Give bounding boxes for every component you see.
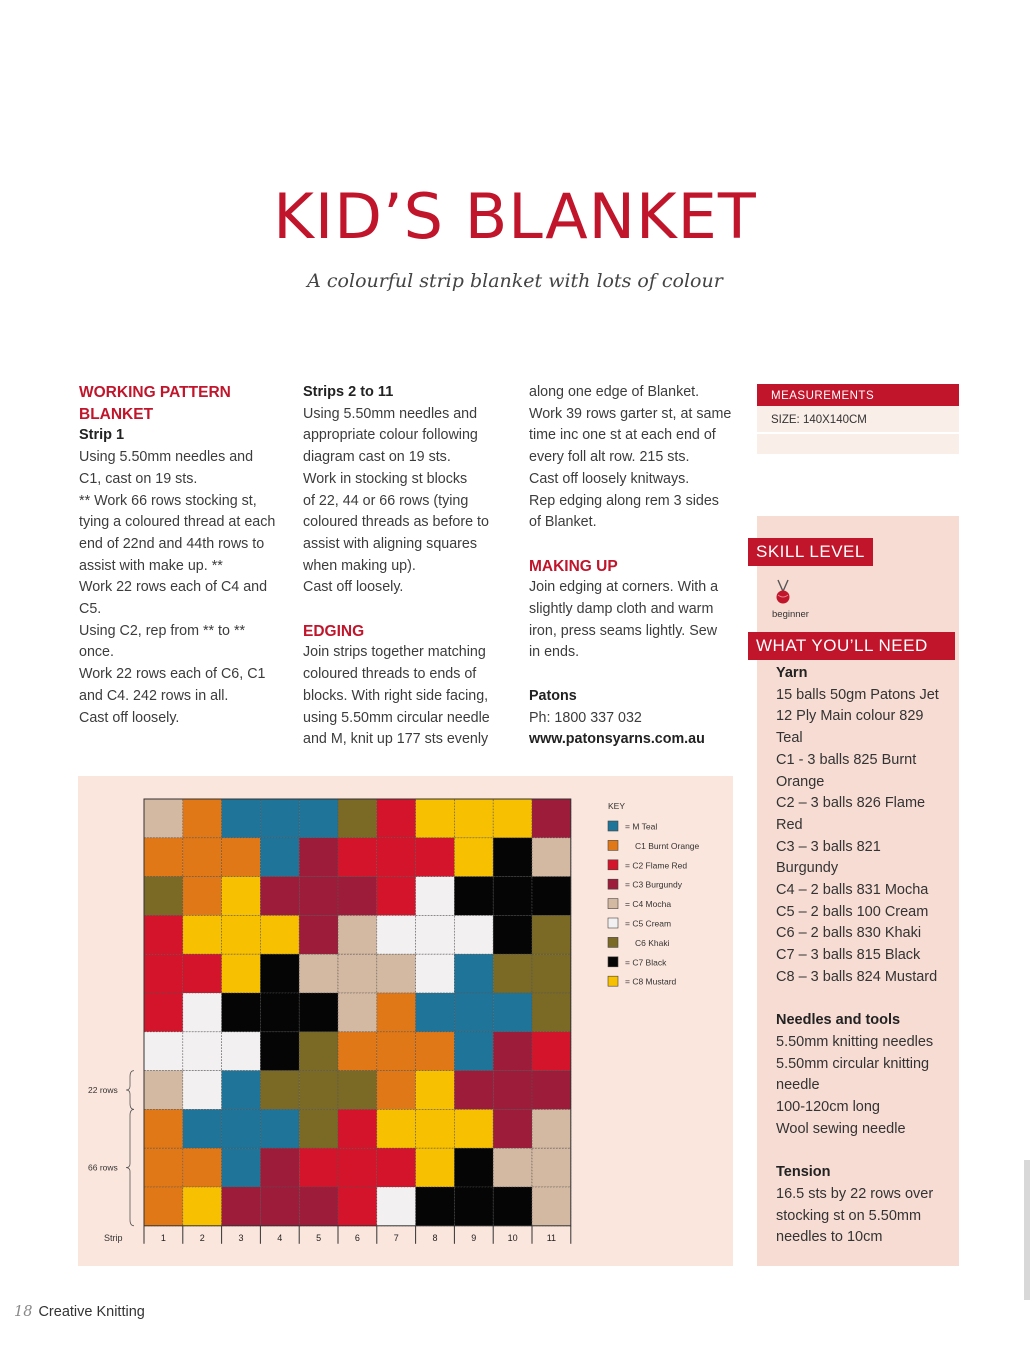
- text-line: tying a coloured thread at each: [79, 514, 276, 531]
- text-line: along one edge of Blanket.: [529, 384, 700, 400]
- text-line: ** Work 66 rows stocking st,: [79, 492, 257, 509]
- grid-cell: [454, 1032, 493, 1071]
- grid-cell: [260, 993, 299, 1032]
- grid-cell: [299, 1071, 338, 1110]
- text-line: slightly damp cloth and warm: [529, 601, 714, 618]
- grid-cell: [493, 1187, 532, 1226]
- text-line: stocking st on 5.50mm: [776, 1207, 922, 1224]
- grid-cell: [183, 877, 222, 916]
- grid-cell: [416, 993, 455, 1032]
- grid-cell: [144, 877, 183, 916]
- grid-cell: [144, 799, 183, 838]
- grid-cell: [416, 1148, 455, 1187]
- grid-cell: [377, 1187, 416, 1226]
- key-label: = C7 Black: [625, 957, 667, 968]
- strip-number-label: 2: [199, 1232, 205, 1243]
- grid-cell: [144, 1187, 183, 1226]
- grid-cell: [377, 954, 416, 993]
- grid-cell: [222, 799, 261, 838]
- key-title: KEY: [608, 801, 626, 811]
- grid-cell: [144, 954, 183, 993]
- heading-making-up: MAKING UP: [529, 557, 618, 575]
- grid-cell: [299, 1187, 338, 1226]
- tension-heading: Tension: [776, 1164, 831, 1181]
- grid-cell: [377, 1148, 416, 1187]
- grid-cell: [144, 993, 183, 1032]
- text-line: C4 – 2 balls 831 Mocha: [776, 882, 929, 899]
- grid-cell: [260, 1032, 299, 1071]
- grid-cell: [222, 1148, 261, 1187]
- grid-cell: [416, 1071, 455, 1110]
- grid-cell: [338, 954, 377, 993]
- strip-axis-label: Strip: [104, 1232, 123, 1243]
- text-line: and M, knit up 177 sts evenly: [303, 731, 489, 748]
- measurements-header: MEASUREMENTS: [757, 384, 959, 406]
- materials-list: [776, 663, 956, 1249]
- text-line: needle: [776, 1077, 820, 1094]
- grid-cell: [183, 838, 222, 877]
- page-edge: [1024, 1160, 1030, 1300]
- text-line: every foll alt row. 215 sts.: [529, 449, 690, 466]
- grid-cell: [377, 1109, 416, 1148]
- grid-cell: [222, 838, 261, 877]
- text-line: Work 22 rows each of C4 and: [79, 579, 268, 596]
- column-strips: [303, 382, 518, 751]
- grid-cell: [532, 838, 571, 877]
- text-line: C8 – 3 balls 824 Mustard: [776, 968, 938, 985]
- yarn-heading: Yarn: [776, 665, 808, 681]
- tension-text: [776, 1184, 956, 1249]
- text-line: of Blanket.: [529, 514, 597, 531]
- grid-cell: [338, 1148, 377, 1187]
- grid-cell: [183, 1187, 222, 1226]
- grid-cell: [377, 915, 416, 954]
- grid-cell: [299, 877, 338, 916]
- grid-cell: [144, 1071, 183, 1110]
- text-line: Join strips together matching: [303, 644, 486, 661]
- grid-cell: [493, 838, 532, 877]
- text-line: Using 5.50mm needles and: [79, 449, 254, 466]
- text-line: Wool sewing needle: [776, 1120, 906, 1137]
- key-label: = C5 Cream: [625, 918, 672, 929]
- grid-cell: [222, 993, 261, 1032]
- key-swatch: [608, 937, 618, 947]
- grid-cell: [377, 1032, 416, 1071]
- brand-phone: Ph: 1800 337 032: [529, 709, 642, 726]
- grid-cell: [338, 993, 377, 1032]
- text-line: Using C2, rep from ** to **: [79, 622, 246, 639]
- grid-cell: [377, 1071, 416, 1110]
- text-line: C6 – 2 balls 830 Khaki: [776, 925, 922, 942]
- subheading-strip-1: Strip 1: [79, 427, 125, 444]
- grid-cell: [144, 1148, 183, 1187]
- grid-cell: [493, 877, 532, 916]
- grid-cell: [532, 877, 571, 916]
- tools-heading: Needles and tools: [776, 1012, 901, 1029]
- grid-cell: [260, 838, 299, 877]
- publication-name: Creative Knitting: [38, 1304, 145, 1320]
- text-line: C2 – 3 balls 826 Flame: [776, 795, 926, 812]
- strip-number-label: 8: [432, 1232, 438, 1243]
- grid-cell: [454, 993, 493, 1032]
- grid-cell: [222, 1032, 261, 1071]
- grid-cell: [454, 1187, 493, 1226]
- key-label: C1 Burnt Orange: [635, 840, 700, 851]
- text-line: coloured threads to ends of: [303, 666, 477, 683]
- grid-cell: [416, 799, 455, 838]
- row-count-label: 22 rows: [88, 1085, 118, 1095]
- grid-cell: [532, 993, 571, 1032]
- skill-level-tag: SKILL LEVEL: [748, 538, 873, 566]
- grid-cell: [260, 1109, 299, 1148]
- text-line: 100-120cm long: [776, 1099, 880, 1116]
- text-line: C1, cast on 19 sts.: [79, 470, 198, 487]
- strip-number-label: 3: [238, 1232, 244, 1243]
- column-working-pattern: [79, 382, 289, 729]
- key-swatch: [608, 957, 618, 967]
- key-swatch: [608, 879, 618, 889]
- grid-cell: [416, 1032, 455, 1071]
- grid-cell: [454, 1148, 493, 1187]
- strip-number-label: 5: [316, 1232, 322, 1243]
- grid-cell: [493, 954, 532, 993]
- grid-cell: [222, 877, 261, 916]
- grid-cell: [493, 1148, 532, 1187]
- column-making-up: [529, 382, 744, 751]
- grid-cell: [299, 1109, 338, 1148]
- strip-number-label: 6: [354, 1232, 360, 1243]
- skill-level-value: beginner: [772, 609, 809, 620]
- strip-number-label: 7: [393, 1232, 399, 1243]
- page-footer: [14, 1304, 145, 1320]
- grid-cell: [338, 877, 377, 916]
- grid-cell: [260, 1071, 299, 1110]
- grid-cell: [532, 1032, 571, 1071]
- grid-cell: [222, 1071, 261, 1110]
- text-line: 12 Ply Main colour 829: [776, 708, 924, 725]
- grid-cell: [416, 1109, 455, 1148]
- text-line: Teal: [776, 730, 803, 747]
- grid-cell: [416, 838, 455, 877]
- text-line: 5.50mm circular knitting: [776, 1055, 930, 1072]
- grid-cell: [299, 915, 338, 954]
- grid-cell: [260, 799, 299, 838]
- grid-cell: [260, 915, 299, 954]
- grid-cell: [493, 1109, 532, 1148]
- text-line: C7 – 3 balls 815 Black: [776, 947, 921, 964]
- grid-cell: [299, 954, 338, 993]
- text-line: Join edging at corners. With a: [529, 579, 719, 596]
- text-line: assist with aligning squares: [303, 535, 478, 552]
- grid-cell: [222, 1109, 261, 1148]
- text-line: coloured threads as before to: [303, 514, 489, 531]
- text-line: assist with make up. **: [79, 557, 223, 574]
- yarn-ball-icon: [772, 578, 794, 609]
- grid-cell: [338, 1109, 377, 1148]
- grid-cell: [299, 1148, 338, 1187]
- grid-cell: [454, 838, 493, 877]
- grid-cell: [299, 993, 338, 1032]
- grid-cell: [222, 915, 261, 954]
- row-brace: [126, 1071, 134, 1110]
- text-line: Work in stocking st blocks: [303, 470, 468, 487]
- text-line: iron, press seams lightly. Sew: [529, 622, 718, 639]
- grid-cell: [493, 993, 532, 1032]
- grid-cell: [183, 915, 222, 954]
- key-swatch: [608, 899, 618, 909]
- grid-cell: [454, 799, 493, 838]
- text-line: Work 22 rows each of C6, C1: [79, 666, 266, 683]
- row-brace: [126, 1109, 134, 1225]
- grid-cell: [299, 1032, 338, 1071]
- what-youll-need-tag: WHAT YOU’LL NEED: [748, 632, 955, 660]
- grid-cell: [144, 915, 183, 954]
- grid-cell: [493, 1032, 532, 1071]
- key-label: = M Teal: [625, 821, 658, 832]
- strips-instructions: [303, 404, 518, 599]
- grid-cell: [183, 1032, 222, 1071]
- grid-cell: [260, 1148, 299, 1187]
- grid-cell: [493, 1071, 532, 1110]
- grid-cell: [416, 1187, 455, 1226]
- key-label: = C4 Mocha: [625, 899, 672, 910]
- key-label: = C3 Burgundy: [625, 879, 682, 890]
- grid-cell: [299, 838, 338, 877]
- making-up-instructions: [529, 577, 744, 664]
- heading-blanket: BLANKET: [79, 405, 154, 423]
- edging-continued: [529, 382, 744, 534]
- grid-cell: [183, 1148, 222, 1187]
- grid-cell: [260, 954, 299, 993]
- grid-cell: [454, 954, 493, 993]
- grid-cell: [454, 877, 493, 916]
- subheading-strips-2-11: Strips 2 to 11: [303, 384, 394, 400]
- strip-number-label: 9: [471, 1232, 477, 1243]
- key-label: = C2 Flame Red: [625, 860, 688, 871]
- text-line: Red: [776, 816, 803, 833]
- text-line: Work 39 rows garter st, at same: [529, 405, 732, 422]
- grid-cell: [144, 838, 183, 877]
- text-line: using 5.50mm circular needle: [303, 709, 490, 726]
- page-title: KID’S BLANKET: [273, 180, 757, 253]
- grid-cell: [183, 1109, 222, 1148]
- grid-cell: [183, 954, 222, 993]
- text-line: C5.: [79, 601, 102, 618]
- key-label: C6 Khaki: [635, 937, 670, 948]
- text-line: Cast off loosely knitways.: [529, 470, 690, 487]
- text-line: and C4. 242 rows in all.: [79, 687, 229, 704]
- strip-number-label: 4: [277, 1232, 283, 1243]
- grid-cell: [377, 838, 416, 877]
- text-line: 15 balls 50gm Patons Jet: [776, 686, 939, 703]
- text-line: end of 22nd and 44th rows to: [79, 535, 265, 552]
- text-line: 5.50mm knitting needles: [776, 1033, 934, 1050]
- key-swatch: [608, 860, 618, 870]
- grid-cell: [183, 993, 222, 1032]
- heading-working-pattern: WORKING PATTERN: [79, 384, 231, 401]
- grid-cell: [493, 799, 532, 838]
- grid-cell: [532, 1148, 571, 1187]
- key-label: = C8 Mustard: [625, 976, 677, 987]
- brand-name: Patons: [529, 687, 577, 704]
- grid-cell: [338, 1187, 377, 1226]
- grid-cell: [377, 993, 416, 1032]
- text-line: 16.5 sts by 22 rows over: [776, 1185, 934, 1202]
- grid-cell: [338, 1071, 377, 1110]
- tools-list: [776, 1032, 956, 1141]
- grid-cell: [338, 915, 377, 954]
- key-swatch: [608, 840, 618, 850]
- text-line: diagram cast on 19 sts.: [303, 449, 451, 466]
- row-count-label: 66 rows: [88, 1162, 118, 1173]
- grid-cell: [493, 915, 532, 954]
- strip-number-label: 11: [546, 1232, 557, 1243]
- text-line: C1 - 3 balls 825 Burnt: [776, 751, 917, 768]
- text-line: blocks. With right side facing,: [303, 687, 489, 704]
- text-line: when making up).: [303, 557, 416, 574]
- grid-cell: [377, 799, 416, 838]
- grid-cell: [260, 877, 299, 916]
- text-line: needles to 10cm: [776, 1229, 883, 1246]
- measurements-size: SIZE: 140X140CM: [757, 406, 959, 432]
- grid-cell: [338, 799, 377, 838]
- grid-cell: [532, 799, 571, 838]
- grid-cell: [183, 799, 222, 838]
- text-line: appropriate colour following: [303, 427, 478, 444]
- page-subtitle: A colourful strip blanket with lots of colour: [307, 270, 723, 292]
- grid-cell: [416, 915, 455, 954]
- grid-cell: [377, 877, 416, 916]
- strip-number-label: 1: [160, 1232, 166, 1243]
- heading-edging: EDGING: [303, 622, 365, 640]
- brand-website[interactable]: www.patonsyarns.com.au: [529, 731, 705, 748]
- grid-cell: [416, 954, 455, 993]
- grid-cell: [144, 1109, 183, 1148]
- text-line: Cast off loosely.: [79, 709, 180, 726]
- edging-instructions: [303, 642, 518, 751]
- text-line: C5 – 2 balls 100 Cream: [776, 903, 929, 920]
- measurements-blank-row: [757, 434, 959, 454]
- text-line: Burgundy: [776, 860, 839, 877]
- grid-cell: [454, 1109, 493, 1148]
- text-line: Using 5.50mm needles and: [303, 405, 478, 422]
- grid-cell: [532, 1109, 571, 1148]
- grid-cell: [338, 838, 377, 877]
- grid-cell: [183, 1071, 222, 1110]
- key-swatch: [608, 976, 618, 986]
- grid-cell: [222, 1187, 261, 1226]
- text-line: time inc one st at each end of: [529, 427, 716, 444]
- key-swatch: [608, 918, 618, 928]
- page-number: 18: [14, 1304, 33, 1320]
- text-line: of 22, 44 or 66 rows (tying: [303, 492, 469, 509]
- grid-cell: [416, 877, 455, 916]
- grid-cell: [532, 954, 571, 993]
- grid-cell: [222, 954, 261, 993]
- grid-cell: [338, 1032, 377, 1071]
- grid-cell: [260, 1187, 299, 1226]
- grid-cell: [299, 799, 338, 838]
- grid-cell: [454, 915, 493, 954]
- text-line: C3 – 3 balls 821: [776, 838, 881, 855]
- grid-cell: [144, 1032, 183, 1071]
- grid-cell: [532, 1071, 571, 1110]
- text-line: Rep edging along rem 3 sides: [529, 492, 719, 509]
- strip-1-instructions: [79, 447, 289, 729]
- grid-cell: [532, 1187, 571, 1226]
- text-line: Orange: [776, 773, 825, 790]
- grid-cell: [532, 915, 571, 954]
- text-line: Cast off loosely.: [303, 579, 404, 596]
- text-line: once.: [79, 644, 114, 661]
- blanket-diagram: [78, 776, 733, 1266]
- grid-cell: [454, 1071, 493, 1110]
- strip-number-label: 10: [507, 1232, 518, 1243]
- yarn-list: [776, 685, 956, 989]
- text-line: in ends.: [529, 644, 580, 661]
- key-swatch: [608, 821, 618, 831]
